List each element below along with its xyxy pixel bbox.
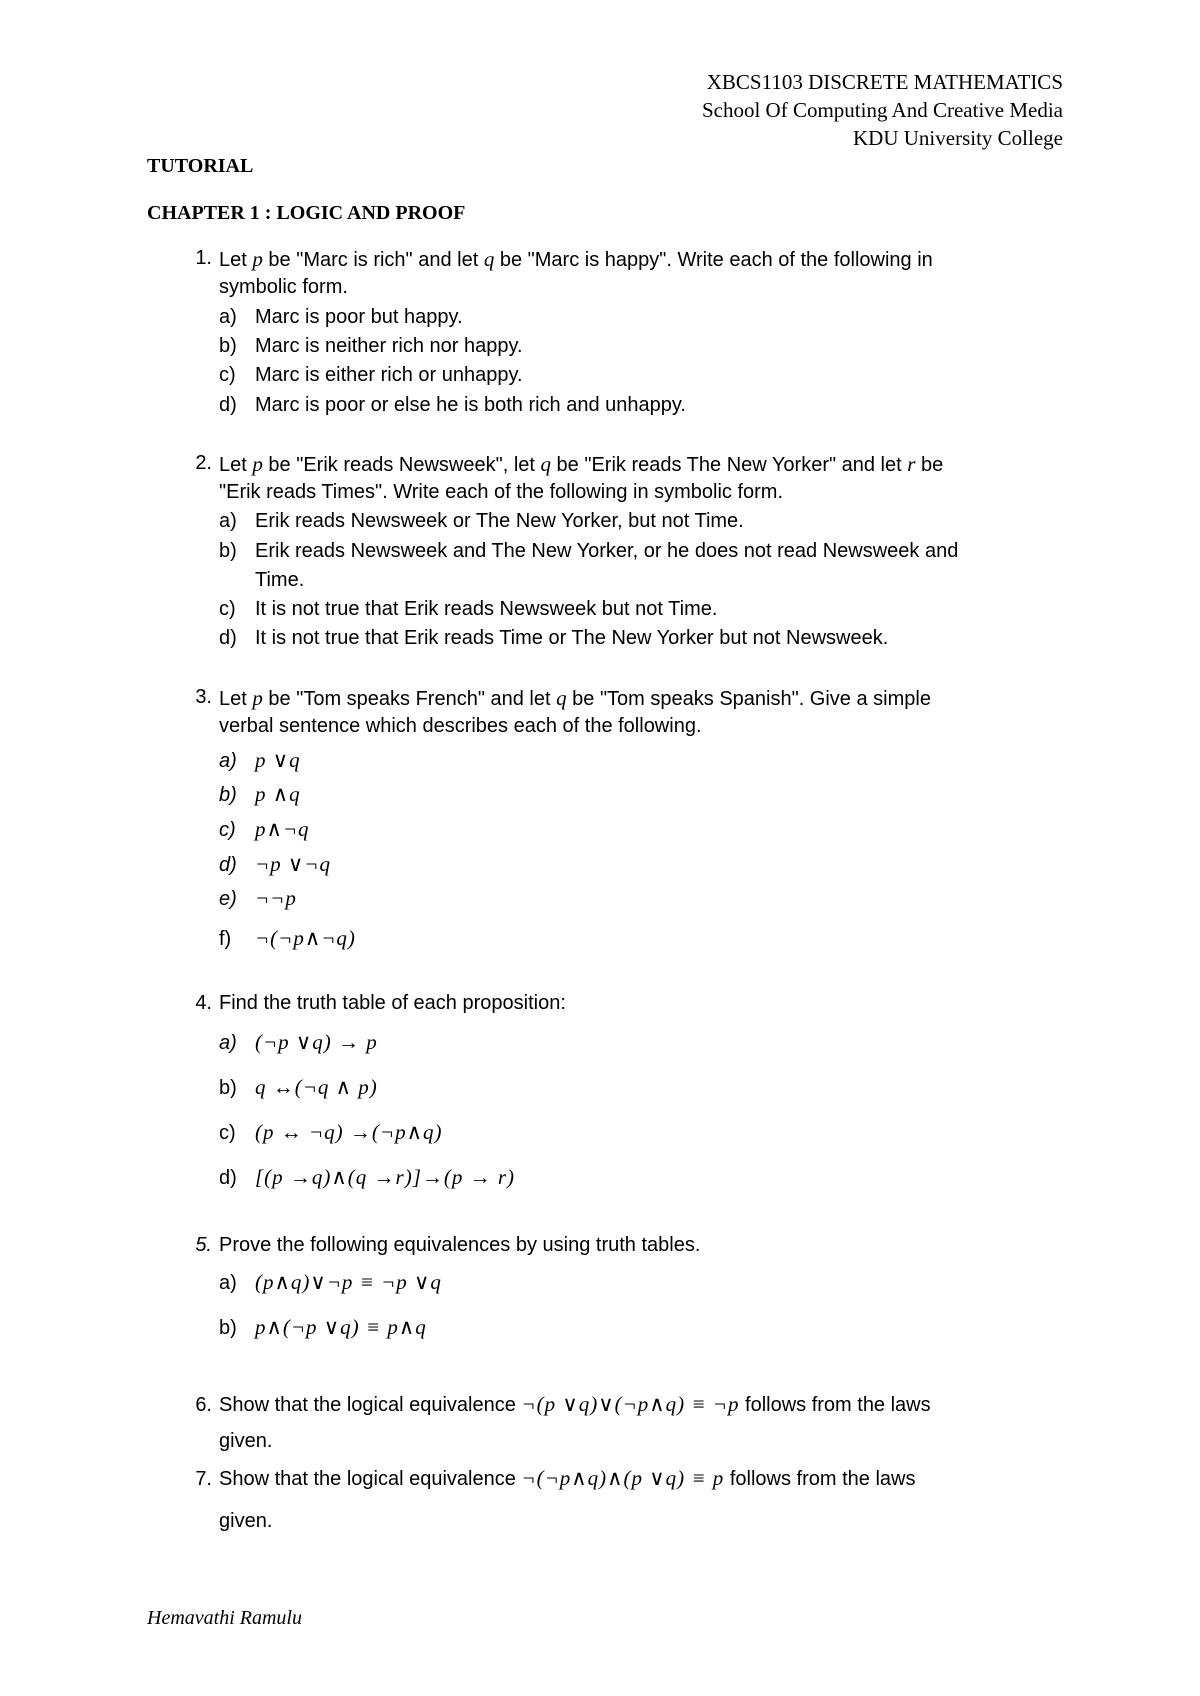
sub-item bbox=[219, 1165, 515, 1190]
school-name: School Of Computing And Creative Media bbox=[701, 98, 1063, 122]
variable-r: r bbox=[907, 452, 916, 476]
sub-item-label: c) bbox=[219, 1122, 236, 1144]
sub-item-label: a) bbox=[219, 510, 237, 532]
sub-item-text: Marc is either rich or unhappy. bbox=[255, 364, 523, 386]
text-run: be "Marc is rich" and let bbox=[262, 249, 484, 271]
logic-expression: ¬(¬p∧q)∧(p ∨q) ≡ p bbox=[521, 1466, 725, 1490]
sub-item bbox=[219, 306, 463, 329]
institution-name: KDU University College bbox=[853, 126, 1063, 150]
logic-expression: (p∧q)∨¬p ≡ ¬p ∨q bbox=[255, 1270, 442, 1294]
logic-expression: ¬(¬p∧¬q) bbox=[255, 926, 356, 950]
question-text-line: verbal sentence which describes each of the following. bbox=[219, 715, 702, 737]
sub-item bbox=[219, 748, 301, 773]
course-header bbox=[702, 68, 1063, 152]
sub-item-label: c) bbox=[219, 598, 236, 620]
sub-item bbox=[219, 540, 958, 563]
sub-item bbox=[219, 782, 301, 807]
sub-item bbox=[219, 1120, 442, 1145]
text-run: follows from the laws bbox=[724, 1468, 916, 1490]
sub-item bbox=[219, 817, 310, 842]
question-text-line: Prove the following equivalences by using truth tables. bbox=[219, 1234, 701, 1256]
text-run: be "Marc is happy". Write each of the following in bbox=[494, 249, 933, 271]
text-run: Let bbox=[219, 688, 253, 710]
author-footer: Hemavathi Ramulu bbox=[147, 1607, 302, 1629]
sub-item bbox=[219, 598, 717, 621]
variable-p: p bbox=[252, 452, 263, 476]
sub-item-text: Erik reads Newsweek or The New Yorker, but not Time. bbox=[255, 510, 744, 532]
question-number: 5. bbox=[195, 1234, 212, 1256]
sub-item bbox=[219, 394, 686, 417]
sub-item-label: d) bbox=[219, 854, 237, 876]
course-code-title: XBCS1103 DISCRETE MATHEMATICS bbox=[706, 70, 1063, 94]
question-number: 3. bbox=[195, 686, 212, 708]
logic-expression: ¬p ∨¬q bbox=[255, 852, 331, 876]
question-number: 2. bbox=[195, 452, 212, 474]
logic-expression: ¬¬p bbox=[255, 886, 297, 910]
variable-p: p bbox=[252, 247, 263, 271]
question-text-line: given. bbox=[219, 1510, 273, 1532]
sub-item-label: a) bbox=[219, 306, 237, 328]
sub-item bbox=[219, 886, 297, 911]
sub-item-text: Marc is neither rich nor happy. bbox=[255, 335, 523, 357]
logic-expression: [(p →q)∧(q →r)]→(p → r) bbox=[255, 1165, 516, 1189]
variable-q: q bbox=[483, 247, 495, 271]
question-text-line bbox=[219, 452, 943, 477]
question-text-line: Find the truth table of each proposition: bbox=[219, 992, 566, 1014]
question-number: 1. bbox=[195, 247, 212, 269]
sub-item-label: e) bbox=[219, 888, 237, 910]
variable-q: q bbox=[540, 452, 551, 476]
sub-item bbox=[219, 1315, 427, 1340]
sub-item-text: It is not true that Erik reads Time or The New Yorker but not Newsweek. bbox=[255, 627, 889, 649]
question-text-line bbox=[219, 1466, 915, 1491]
text-run: Let bbox=[219, 249, 253, 271]
text-run: follows from the laws bbox=[739, 1394, 931, 1416]
tutorial-label: TUTORIAL bbox=[147, 155, 254, 177]
text-run: be "Tom speaks French" and let bbox=[262, 688, 557, 710]
sub-item-text: Marc is poor but happy. bbox=[255, 306, 463, 328]
question-text-line bbox=[219, 1392, 931, 1417]
text-run: be bbox=[915, 454, 944, 476]
sub-item-label: d) bbox=[219, 1167, 237, 1189]
sub-item bbox=[219, 1075, 378, 1100]
sub-item-label: a) bbox=[219, 1032, 237, 1054]
sub-item-text: Marc is poor or else he is both rich and unhappy. bbox=[255, 394, 686, 416]
question-text-line bbox=[219, 247, 933, 272]
logic-expression: p ∨q bbox=[255, 748, 301, 772]
question-text-line: symbolic form. bbox=[219, 276, 348, 298]
sub-item bbox=[219, 1030, 378, 1055]
sub-item-label: c) bbox=[219, 819, 236, 841]
text-run: be "Erik reads Newsweek", let bbox=[262, 454, 541, 476]
logic-expression: ¬(p ∨q)∨(¬p∧q) ≡ ¬p bbox=[521, 1392, 740, 1416]
text-run: Show that the logical equivalence bbox=[219, 1394, 522, 1416]
variable-q: q bbox=[556, 686, 567, 710]
question-text-line bbox=[219, 686, 931, 711]
logic-expression: p ∧q bbox=[255, 782, 301, 806]
variable-p: p bbox=[252, 686, 263, 710]
sub-item-label: b) bbox=[219, 540, 237, 562]
sub-item bbox=[219, 852, 331, 877]
sub-item-label: d) bbox=[219, 394, 237, 416]
sub-item-text: Time. bbox=[255, 569, 305, 591]
text-run: Show that the logical equivalence bbox=[219, 1468, 522, 1490]
logic-expression: (p ↔ ¬q) →(¬p∧q) bbox=[255, 1120, 443, 1144]
logic-expression: q ↔(¬q ∧ p) bbox=[255, 1075, 378, 1099]
sub-item-label: c) bbox=[219, 364, 236, 386]
question-text-line: given. bbox=[219, 1430, 273, 1452]
text-run: be "Erik reads The New Yorker" and let bbox=[551, 454, 908, 476]
sub-item bbox=[219, 1270, 442, 1295]
sub-item-label: a) bbox=[219, 750, 237, 772]
logic-expression: p∧¬q bbox=[255, 817, 310, 841]
sub-item bbox=[219, 926, 356, 951]
sub-item-label: b) bbox=[219, 335, 237, 357]
sub-item-label: b) bbox=[219, 1077, 237, 1099]
question-number: 6. bbox=[195, 1394, 212, 1416]
sub-item bbox=[219, 335, 523, 358]
sub-item bbox=[219, 510, 744, 533]
sub-item-text: It is not true that Erik reads Newsweek but not Time. bbox=[255, 598, 718, 620]
sub-item-label: b) bbox=[219, 1317, 237, 1339]
sub-item-label: f) bbox=[219, 928, 232, 950]
question-number: 4. bbox=[195, 992, 212, 1014]
sub-item-label: b) bbox=[219, 784, 237, 806]
text-run: Let bbox=[219, 454, 253, 476]
question-text-line: "Erik reads Times". Write each of the following in symbolic form. bbox=[219, 481, 784, 503]
sub-item-text: Erik reads Newsweek and The New Yorker, or he does not read Newsweek and bbox=[255, 540, 959, 562]
sub-item bbox=[219, 364, 523, 387]
sub-item-label: a) bbox=[219, 1272, 237, 1294]
chapter-title: CHAPTER 1 : LOGIC AND PROOF bbox=[147, 202, 466, 224]
text-run: be "Tom speaks Spanish". Give a simple bbox=[566, 688, 931, 710]
logic-expression: p∧(¬p ∨q) ≡ p∧q bbox=[255, 1315, 427, 1339]
question-number: 7. bbox=[195, 1468, 212, 1490]
sub-item-label: d) bbox=[219, 627, 237, 649]
sub-item bbox=[219, 627, 888, 650]
logic-expression: (¬p ∨q) → p bbox=[255, 1030, 378, 1054]
sub-item bbox=[219, 569, 304, 592]
